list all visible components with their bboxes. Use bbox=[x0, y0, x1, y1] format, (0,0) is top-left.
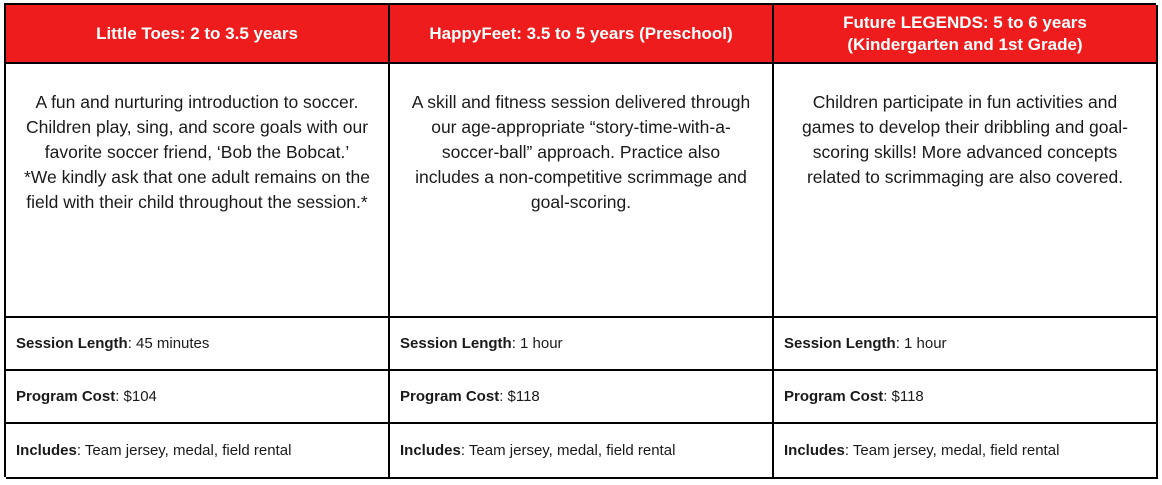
description-text: A skill and fitness session delivered through our age-appropriate “story-time-with-a-soccer-ball” approach. Practice also includes a non-competitive scrimmage and goal-scoring. bbox=[411, 92, 751, 212]
description-note: *We kindly ask that one adult remains on the field with their child throughout the session.* bbox=[24, 167, 370, 212]
program-cost-label: Program Cost bbox=[784, 388, 884, 405]
session-length-happyfeet bbox=[390, 318, 774, 371]
program-table bbox=[4, 3, 1156, 477]
header-title: Little Toes: 2 to 3.5 years bbox=[96, 23, 298, 43]
session-length-little-toes bbox=[6, 318, 390, 371]
description-happyfeet bbox=[390, 64, 774, 318]
includes-value: : Team jersey, medal, field rental bbox=[844, 442, 1060, 459]
program-cost-value: : $118 bbox=[883, 388, 924, 405]
header-future-legends bbox=[774, 5, 1158, 64]
includes-label: Includes bbox=[784, 442, 845, 459]
session-length-value: : 1 hour bbox=[511, 335, 563, 352]
description-text: A fun and nurturing introduction to soccer. Children play, sing, and score goals with our favorite soccer friend, ‘Bob the Bobcat.’ bbox=[25, 92, 369, 162]
includes-value: : Team jersey, medal, field rental bbox=[76, 442, 292, 459]
program-cost-value: : $104 bbox=[115, 388, 157, 405]
program-cost-happyfeet bbox=[390, 371, 774, 424]
header-title: HappyFeet: 3.5 to 5 years (Preschool) bbox=[429, 23, 733, 43]
session-length-label: Session Length bbox=[784, 335, 896, 352]
header-title-line-2: (Kindergarten and 1st Grade) bbox=[847, 34, 1083, 54]
program-cost-future-legends bbox=[774, 371, 1158, 424]
includes-little-toes bbox=[6, 424, 390, 479]
session-length-label: Session Length bbox=[16, 335, 128, 352]
includes-label: Includes bbox=[16, 442, 77, 459]
program-cost-little-toes bbox=[6, 371, 390, 424]
header-title-line-1: Future LEGENDS: 5 to 6 years bbox=[843, 12, 1087, 32]
header-little-toes bbox=[6, 5, 390, 64]
header-happyfeet bbox=[390, 5, 774, 64]
program-cost-value: : $118 bbox=[499, 388, 540, 405]
description-text: Children participate in fun activities and games to develop their dribbling and goal-scoring skills! More advanced concepts related to scrimmaging are also covered. bbox=[802, 92, 1128, 187]
includes-value: : Team jersey, medal, field rental bbox=[460, 442, 676, 459]
header-title bbox=[843, 12, 1087, 56]
session-length-future-legends bbox=[774, 318, 1158, 371]
program-cost-label: Program Cost bbox=[16, 388, 116, 405]
description-little-toes bbox=[6, 64, 390, 318]
includes-happyfeet bbox=[390, 424, 774, 479]
program-cost-label: Program Cost bbox=[400, 388, 500, 405]
session-length-value: : 45 minutes bbox=[127, 335, 210, 352]
includes-future-legends bbox=[774, 424, 1158, 479]
session-length-label: Session Length bbox=[400, 335, 512, 352]
session-length-value: : 1 hour bbox=[895, 335, 947, 352]
includes-label: Includes bbox=[400, 442, 461, 459]
description-future-legends bbox=[774, 64, 1158, 318]
